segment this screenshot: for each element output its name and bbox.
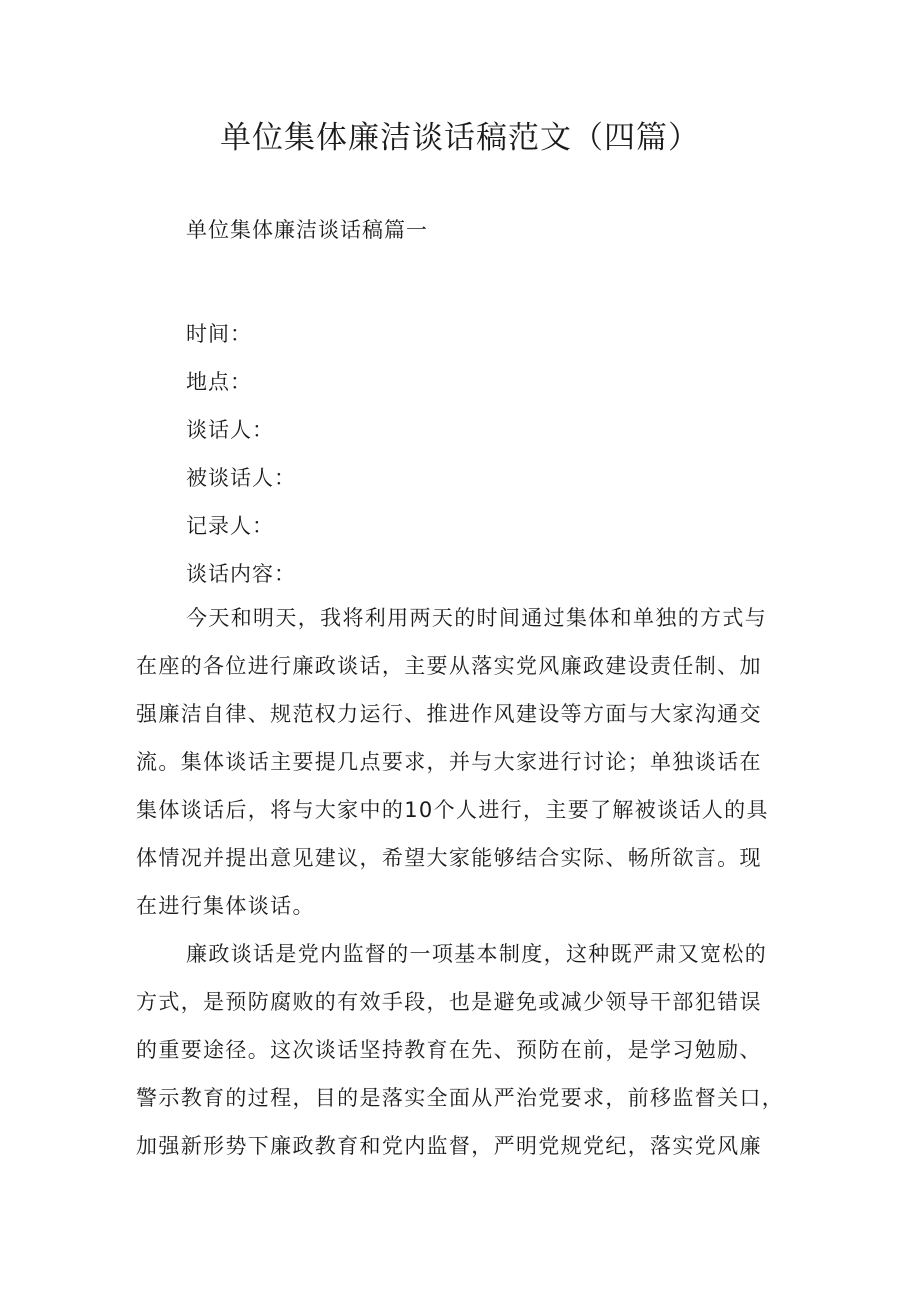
meta-time: 时间： bbox=[186, 322, 252, 346]
section-heading: 单位集体廉洁谈话稿篇一 bbox=[186, 218, 428, 242]
meta-place: 地点： bbox=[186, 370, 252, 394]
meta-content: 谈话内容： bbox=[186, 562, 296, 586]
meta-speaker: 谈话人： bbox=[186, 418, 274, 442]
meta-interviewee: 被谈话人： bbox=[186, 466, 296, 490]
meta-recorder: 记录人： bbox=[186, 514, 274, 538]
meeting-meta-list bbox=[186, 310, 296, 598]
body-paragraph-1: 今天和明天，我将利用两天的时间通过集体和单独的方式与 在座的各位进行廉政谈话，主要从落实党风廉政建设责任制、加 强廉洁自律、规范权力运行、推进作风建设等方面与大家沟通交 流。集体谈话主要提几点要求，并与大家进行讨论；单独谈话在 集体谈话后，将与大家中的10个人进行，主要了解被谈话人的具 体情况并提出意见建议，希望大家能够结合实际、畅所欲言。现 在进行集体谈话。 bbox=[136, 606, 769, 918]
body-paragraph-2: 廉政谈话是党内监督的一项基本制度，这种既严肃又宽松的 方式，是预防腐败的有效手段，也是避免或减少领导干部犯错误 的重要途径。这次谈话坚持教育在先、预防在前，是学习勉励、 警示教育的过程，目的是落实全面从严治党要求，前移监督关口， 加强新形势下廉政教育和党内监督，严明党规党纪，落实党风廉 bbox=[136, 942, 785, 1158]
document-title: 单位集体廉洁谈话稿范文（四篇） bbox=[220, 120, 700, 156]
